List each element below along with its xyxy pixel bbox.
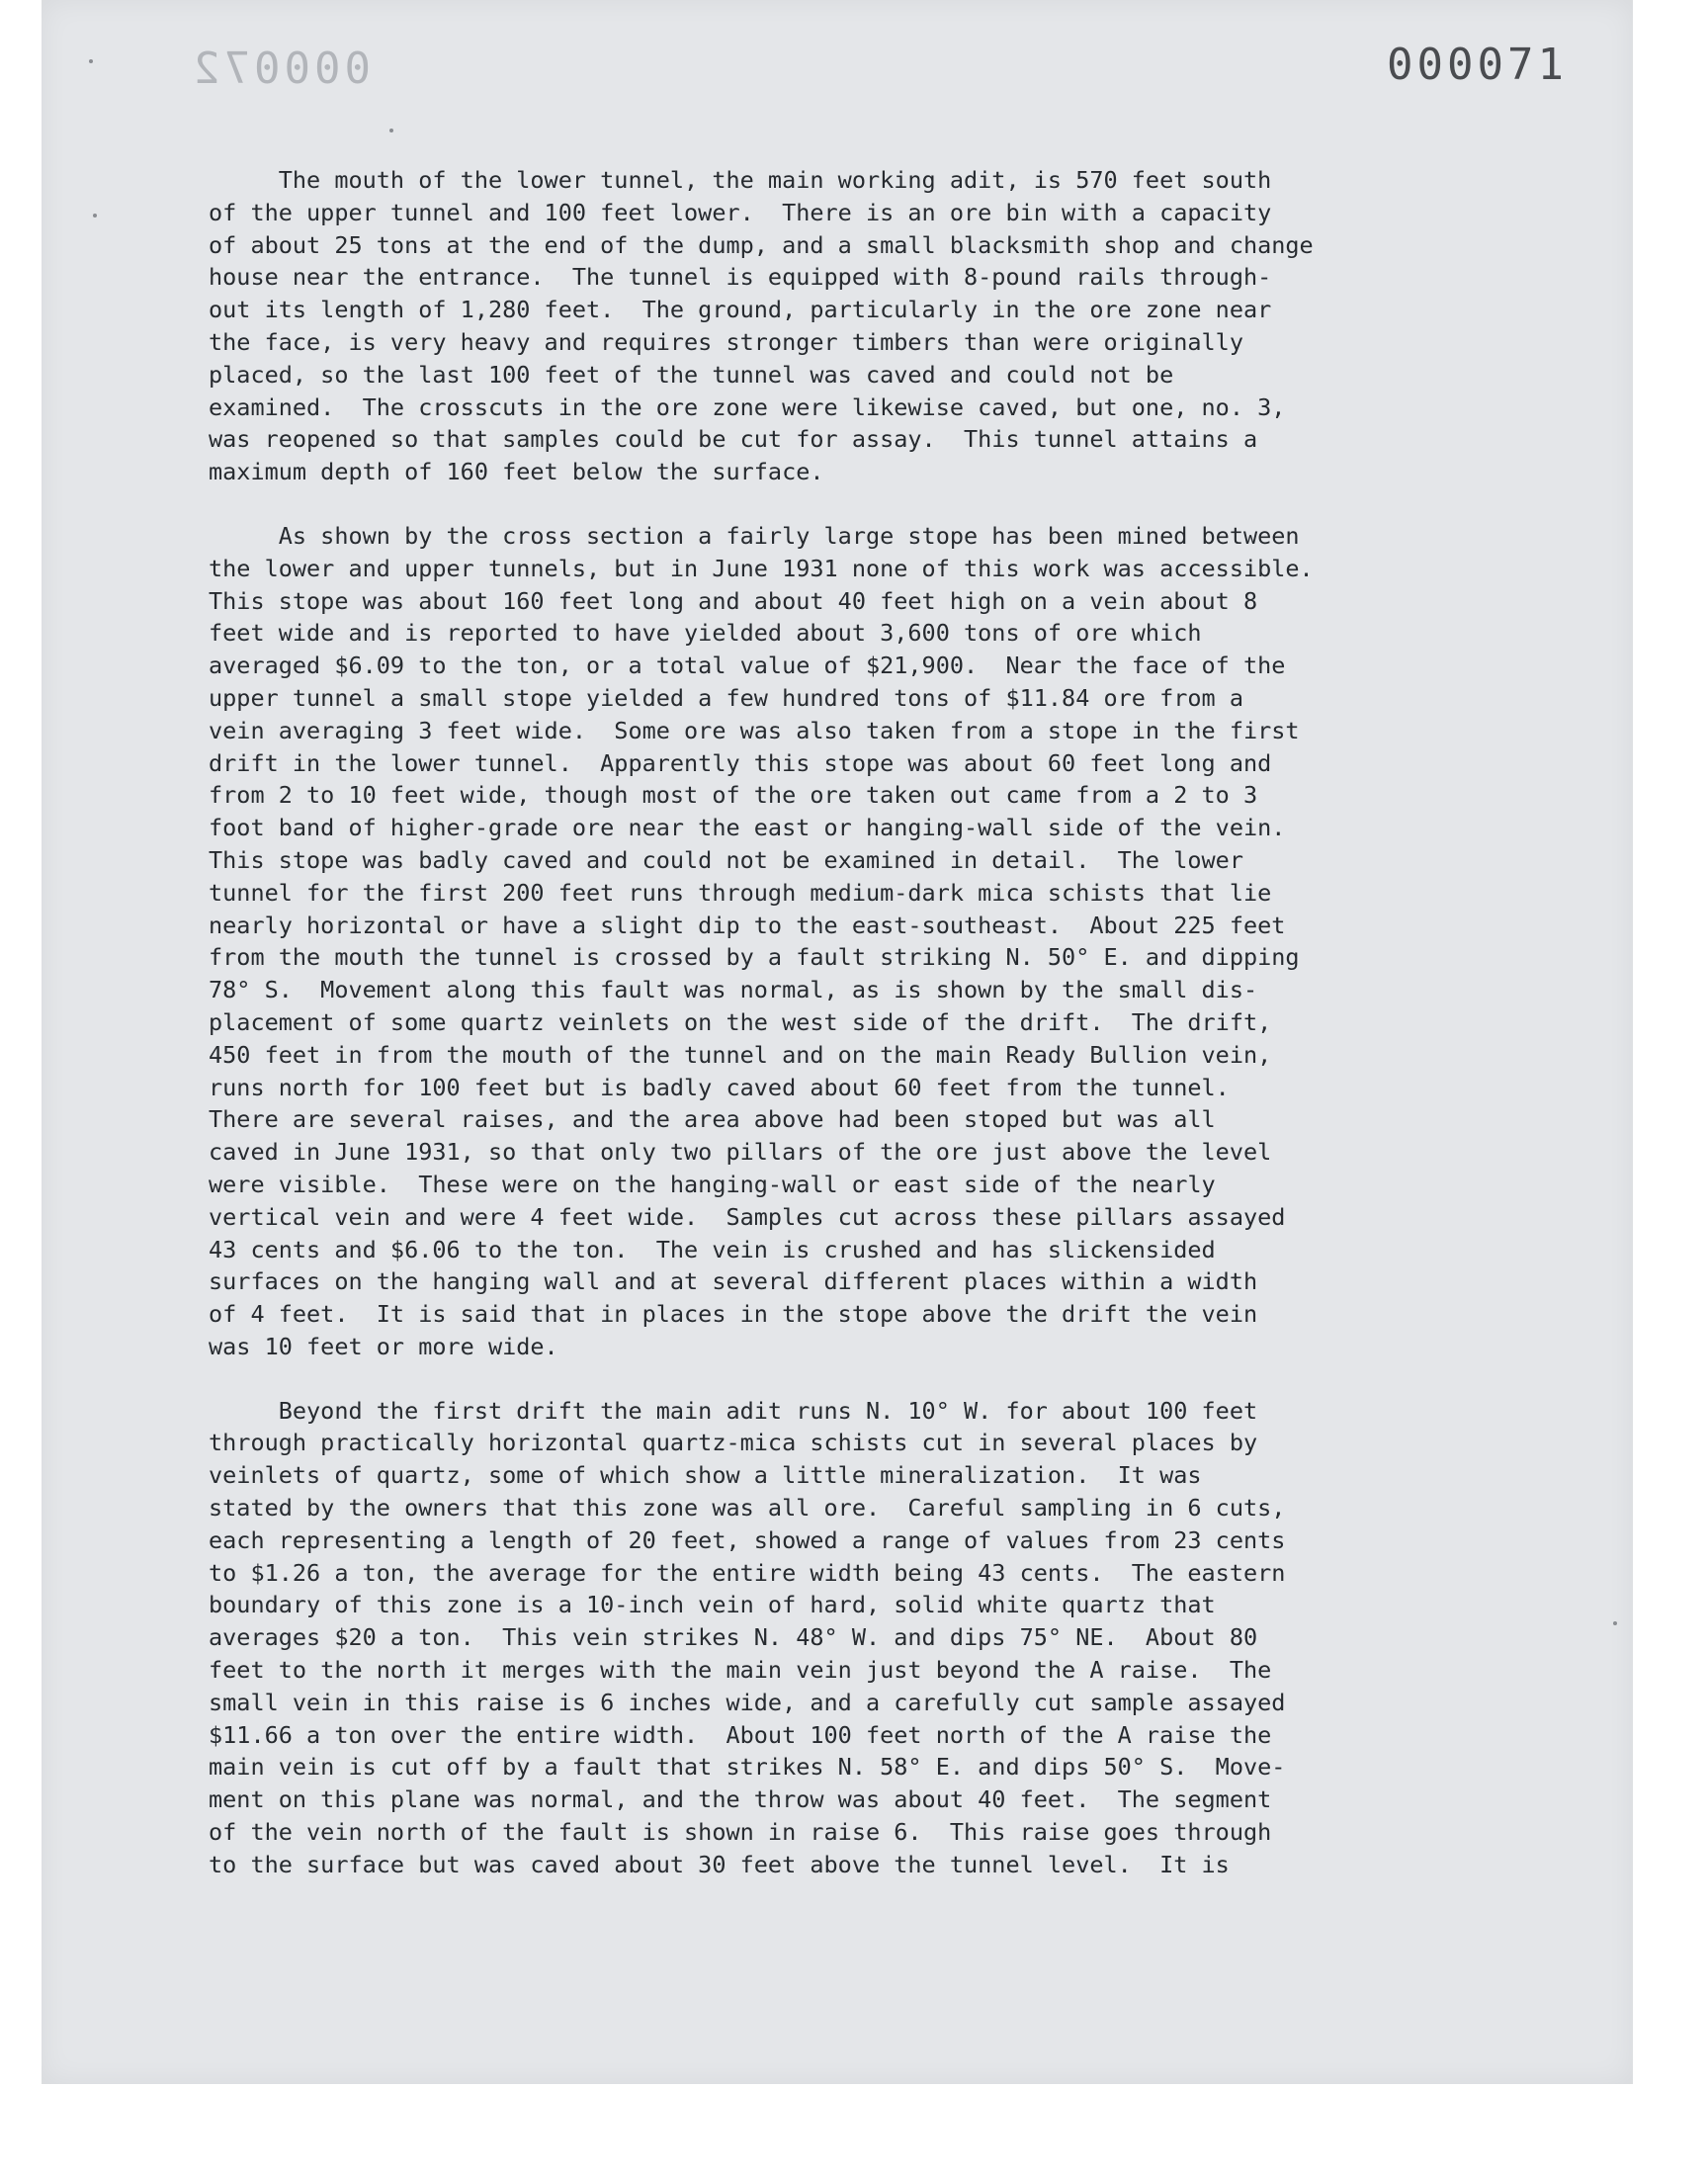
scan-speck [93,214,97,218]
paragraph-stope: As shown by the cross section a fairly large stope has been mined between the lower and upper tunnels, but in June 1931 none of this work was accessible. This stope was about 160 feet long and about 40 feet high on a vein about 8 feet wide and is reported to have yielded about 3,600 tons of ore which averaged $6.09 to the ton, or a total value of $21,900. Near the face of the upper tunnel a small stope yielded a few hundred tons of $11.84 ore from a vein averaging 3 feet wide. Some ore was also taken from a stope in the first drift in the lower tunnel. Apparently this stope was about 60 feet long and from 2 to 10 feet wide, though most of the ore taken out came from a 2 to 3 foot band of higher-grade ore near the east or hanging-wall side of the vein. This stope was badly caved and could not be examined in detail. The lower tunnel for the first 200 feet runs through medium-dark mica schists that lie nearly horizontal or have a slight dip to the east-southeast. About 225 feet from the mouth the tunnel is crossed by a fault striking N. 50° E. and dipping 78° S. Movement along this fault was normal, as is shown by the small dis- placement of some quartz veinlets on the west side of the drift. The drift, 450 feet in from the mouth of the tunnel and on the main Ready Bullion vein, runs north for 100 feet but is badly caved about 60 feet from the tunnel. There are several raises, and the area above had been stoped but was all caved in June 1931, so that only two pillars of the ore just above the level were visible. These were on the hanging-wall or east side of the nearly vertical vein and were 4 feet wide. Samples cut across these pillars assayed 43 cents and $6.06 to the ton. The vein is crushed and has slickensided surfaces on the hanging wall and at several different places within a width of 4 feet. It is said that in places in the stope above the drift the vein was 10 feet or more wide. [209,521,1314,1360]
page-number: 000071 [1387,40,1568,90]
scan-speck [1613,1621,1617,1625]
ghost-page-number: 000072 [190,44,371,94]
paragraph-lower-tunnel: The mouth of the lower tunnel, the main working adit, is 570 feet south of the upper tunnel and 100 feet lower. There is an ore bin with a capacity of about 25 tons at the end of the dump, and a small blacksmith shop and change house near the entrance. The tunnel is equipped with 8-pound rails through- out its length of 1,280 feet. The ground, particularly in the ore zone near the face, is very heavy and requires stronger timbers than were originally placed, so the last 100 feet of the tunnel was caved and could not be examined. The crosscuts in the ore zone were likewise caved, but one, no. 3, was reopened so that samples could be cut for assay. This tunnel attains a maximum depth of 160 feet below the surface. [209,166,1314,486]
scan-speck [89,59,93,63]
paragraph-first-drift: Beyond the first drift the main adit runs N. 10° W. for about 100 feet through practically horizontal quartz-mica schists cut in several places by veinlets of quartz, some of which show a little mineralization. It was stated by the owners that this zone was all ore. Careful sampling in 6 cuts, each representing a length of 20 feet, showed a range of values from 23 cents to $1.26 a ton, the average for the entire width being 43 cents. The eastern boundary of this zone is a 10-inch vein of hard, solid white quartz that averages $20 a ton. This vein strikes N. 48° W. and dips 75° NE. About 80 feet to the north it merges with the main vein just beyond the A raise. The small vein in this raise is 6 inches wide, and a carefully cut sample assayed $11.66 a ton over the entire width. About 100 feet north of the A raise the main vein is cut off by a fault that strikes N. 58° E. and dips 50° S. Move- ment on this plane was normal, and the throw was about 40 feet. The segment of the vein north of the fault is shown in raise 6. This raise goes through to the surface but was caved about 30 feet above the tunnel level. It is [209,1396,1286,1878]
scan-speck [389,129,393,132]
body-text [209,164,1533,1913]
